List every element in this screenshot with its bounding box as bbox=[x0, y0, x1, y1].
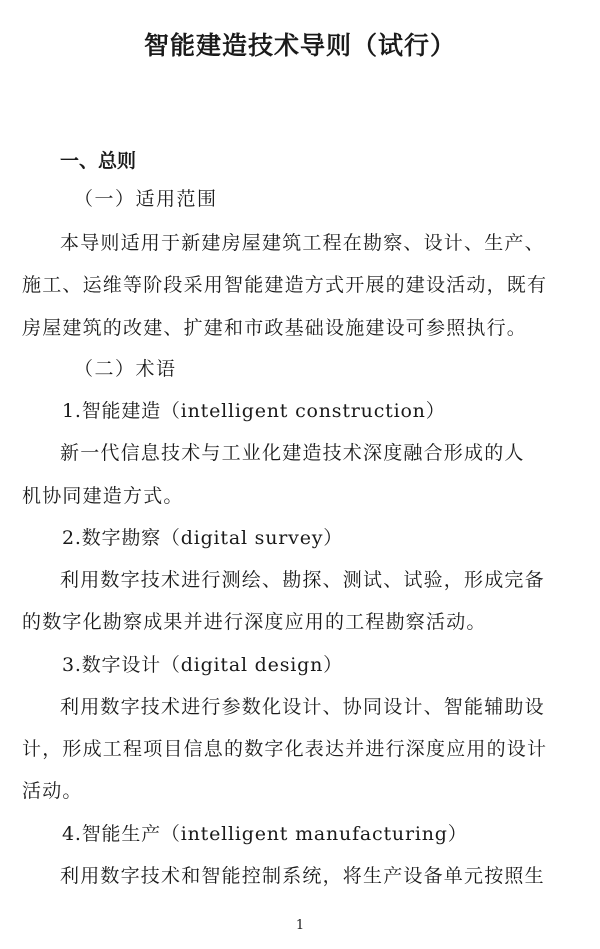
subsection-heading-scope: （一）适用范围 bbox=[74, 188, 218, 210]
term-definition-line: 机协同建造方式。 bbox=[22, 485, 184, 507]
scope-paragraph-line: 施工、运维等阶段采用智能建造方式开展的建设活动，既有 bbox=[22, 274, 548, 296]
document-title: 智能建造技术导则（试行） bbox=[143, 31, 456, 60]
scope-paragraph-line: 本导则适用于新建房屋建筑工程在勘察、设计、生产、 bbox=[60, 232, 545, 254]
term-label-digital-survey: 2.数字勘察（digital survey） bbox=[62, 527, 344, 549]
term-definition-line: 的数字化勘察成果并进行深度应用的工程勘察活动。 bbox=[22, 611, 487, 633]
scope-paragraph-line: 房屋建筑的改建、扩建和市政基础设施建设可参照执行。 bbox=[22, 317, 528, 339]
term-definition-line: 利用数字技术进行测绘、勘探、测试、试验，形成完备 bbox=[60, 569, 545, 591]
term-definition-line: 利用数字技术和智能控制系统，将生产设备单元按照生 bbox=[60, 865, 545, 887]
term-label-digital-design: 3.数字设计（digital design） bbox=[62, 654, 343, 676]
term-definition-line: 活动。 bbox=[22, 780, 83, 802]
term-definition-line: 新一代信息技术与工业化建造技术深度融合形成的人 bbox=[60, 442, 525, 464]
term-definition-line: 计，形成工程项目信息的数字化表达并进行深度应用的设计 bbox=[22, 738, 548, 760]
term-label-intelligent-manufacturing: 4.智能生产（intelligent manufacturing） bbox=[62, 823, 468, 845]
term-label-intelligent-construction: 1.智能建造（intelligent construction） bbox=[62, 400, 446, 422]
term-definition-line: 利用数字技术进行参数化设计、协同设计、智能辅助设 bbox=[60, 696, 545, 718]
page-number: 1 bbox=[295, 918, 305, 933]
section-heading-general: 一、总则 bbox=[60, 150, 137, 172]
subsection-heading-terms: （二）术语 bbox=[74, 358, 177, 380]
